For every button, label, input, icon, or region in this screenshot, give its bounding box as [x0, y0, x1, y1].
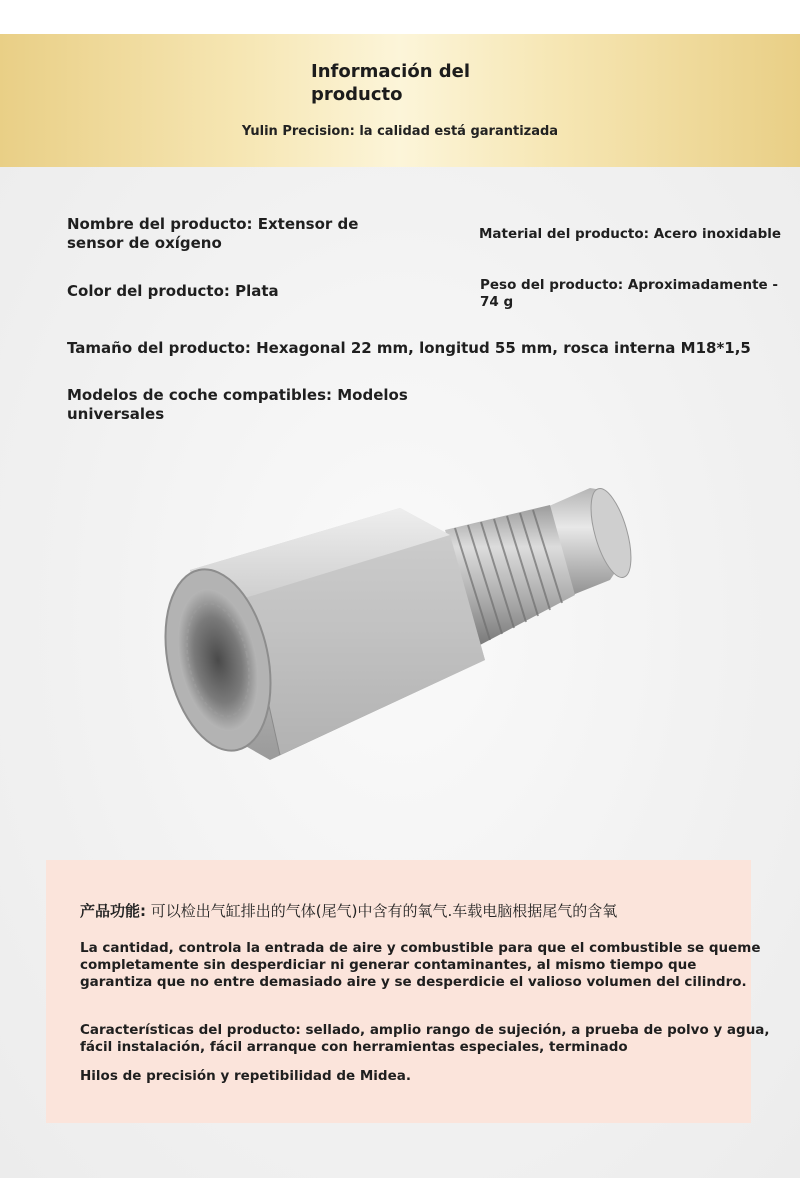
- product-function-line: [80, 900, 760, 921]
- spec-weight: Peso del producto: Aproximadamente - 74 g: [480, 277, 778, 310]
- spec-product-name: Nombre del producto: Extensor de sensor de oxígeno: [67, 215, 359, 252]
- oxygen-sensor-extender-icon: [150, 470, 670, 800]
- product-function-label: 产品功能:: [80, 902, 146, 920]
- function-description: La cantidad, controla la entrada de aire y combustible para que el combustible se queme completamente sin desperdiciar ni generar contaminantes, al mismo tiempo que garantiza que no entre demasiado aire y se desperdicie el valioso volumen del cilindro.: [80, 940, 761, 990]
- page-title: Información del producto: [311, 61, 471, 105]
- precision-note: Hilos de precisión y repetibilidad de Midea.: [80, 1068, 411, 1084]
- product-function-text: 可以检出气缸排出的气体(尾气)中含有的氧气.车载电脑根据尾气的含氧: [150, 902, 618, 920]
- spec-compatible-models: Modelos de coche compatibles: Modelos universales: [67, 386, 408, 423]
- page-subtitle: Yulin Precision: la calidad está garantizada: [241, 124, 559, 139]
- spec-material: Material del producto: Acero inoxidable: [479, 226, 782, 242]
- product-features: Características del producto: sellado, amplio rango de sujeción, a prueba de polvo y agua, fácil instalación, fácil arranque con herramientas especiales, terminado: [80, 1022, 770, 1055]
- spec-color: Color del producto: Plata: [67, 282, 279, 300]
- spec-size: Tamaño del producto: Hexagonal 22 mm, longitud 55 mm, rosca interna M18*1,5: [67, 339, 751, 357]
- top-margin: [0, 0, 800, 34]
